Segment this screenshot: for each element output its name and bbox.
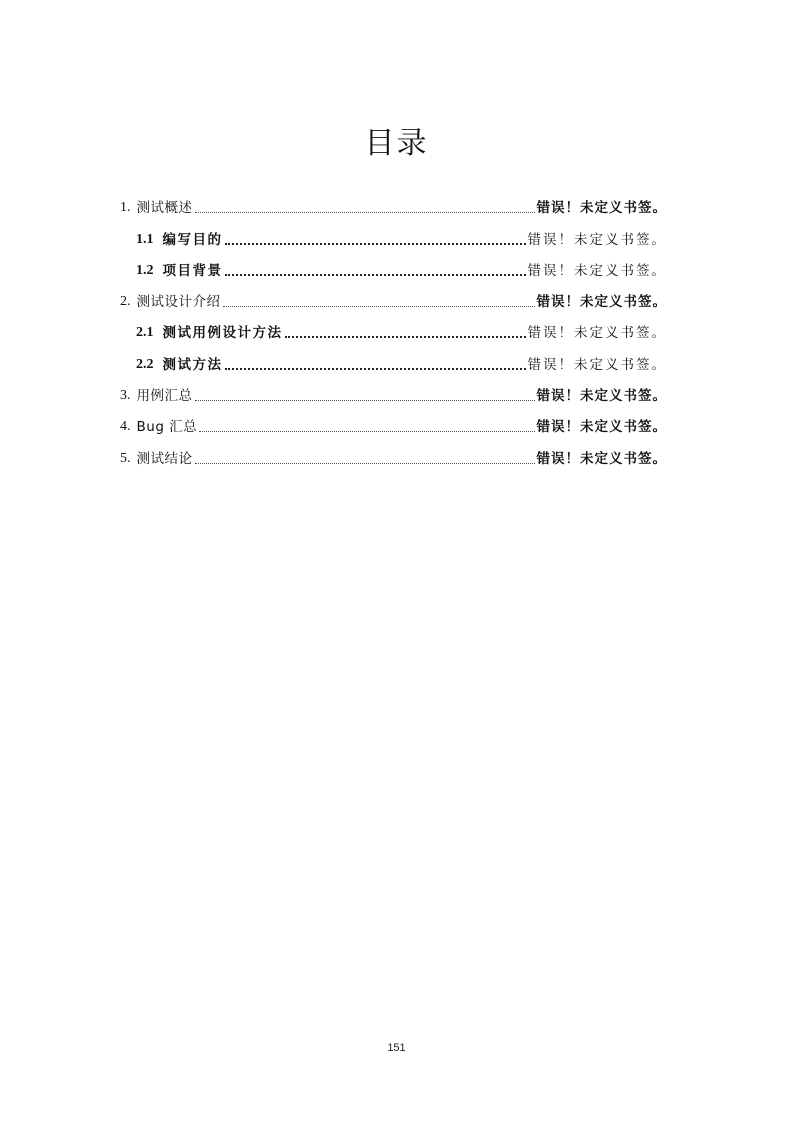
toc-entry-title: 测试方法 [162, 356, 223, 373]
toc-entry-title: 测试结论 [136, 450, 193, 467]
toc-entry-1-2[interactable] [120, 253, 667, 284]
dot-leader [225, 243, 526, 245]
toc-entry-number: 2.2 [136, 356, 154, 372]
toc-entry-1-1[interactable] [120, 221, 667, 252]
toc-entry-page-ref: 错误！未定义书签。 [527, 356, 667, 373]
toc-entry-number: 1. [120, 200, 131, 216]
toc-entry-page-ref: 错误！未定义书签。 [527, 231, 667, 248]
toc-entry-number: 4. [120, 419, 131, 435]
dot-leader [223, 306, 535, 307]
dot-leader [195, 212, 535, 213]
toc-entry-page-ref: 错误！未定义书签。 [536, 419, 667, 436]
toc-entry-number: 1.1 [136, 231, 154, 247]
toc-entry-title: 测试用例设计方法 [162, 325, 283, 342]
toc-entry-page-ref: 错误！未定义书签。 [536, 388, 667, 405]
toc-entry-number: 2.1 [136, 325, 154, 341]
dot-leader [225, 368, 526, 370]
dot-leader [195, 463, 535, 464]
toc-entry-page-ref: 错误！未定义书签。 [527, 325, 667, 342]
toc-entry-title: 用例汇总 [136, 388, 193, 405]
toc-entry-page-ref: 错误！未定义书签。 [536, 200, 667, 217]
toc-title: 目录 [364, 126, 429, 161]
toc-entry-page-ref: 错误！未定义书签。 [536, 450, 667, 467]
toc-entry-title: 编写目的 [162, 231, 223, 248]
toc-entry-title: 测试概述 [136, 200, 193, 217]
toc-entry-title: 项目背景 [162, 262, 223, 279]
toc-entry-title: 测试设计介绍 [136, 294, 221, 311]
toc-entry-2[interactable] [120, 284, 667, 315]
toc-entry-2-2[interactable] [120, 346, 667, 377]
toc-entry-page-ref: 错误！未定义书签。 [527, 262, 667, 279]
toc-entry-number: 2. [120, 294, 131, 310]
toc-entry-5[interactable] [120, 440, 667, 471]
toc-entry-number: 1.2 [136, 262, 154, 278]
dot-leader [195, 400, 535, 401]
toc-entry-title: Bug 汇总 [136, 419, 198, 436]
dot-leader [199, 431, 534, 432]
toc-entry-2-1[interactable] [120, 315, 667, 346]
toc-entry-page-ref: 错误！未定义书签。 [536, 294, 667, 311]
dot-leader [225, 274, 526, 276]
table-of-contents [120, 190, 667, 472]
page-number: 151 [387, 1042, 406, 1054]
dot-leader [285, 336, 526, 338]
toc-entry-number: 3. [120, 388, 131, 404]
toc-entry-number: 5. [120, 450, 131, 466]
toc-entry-3[interactable] [120, 378, 667, 409]
toc-entry-1[interactable] [120, 190, 667, 221]
toc-entry-4[interactable] [120, 409, 667, 440]
